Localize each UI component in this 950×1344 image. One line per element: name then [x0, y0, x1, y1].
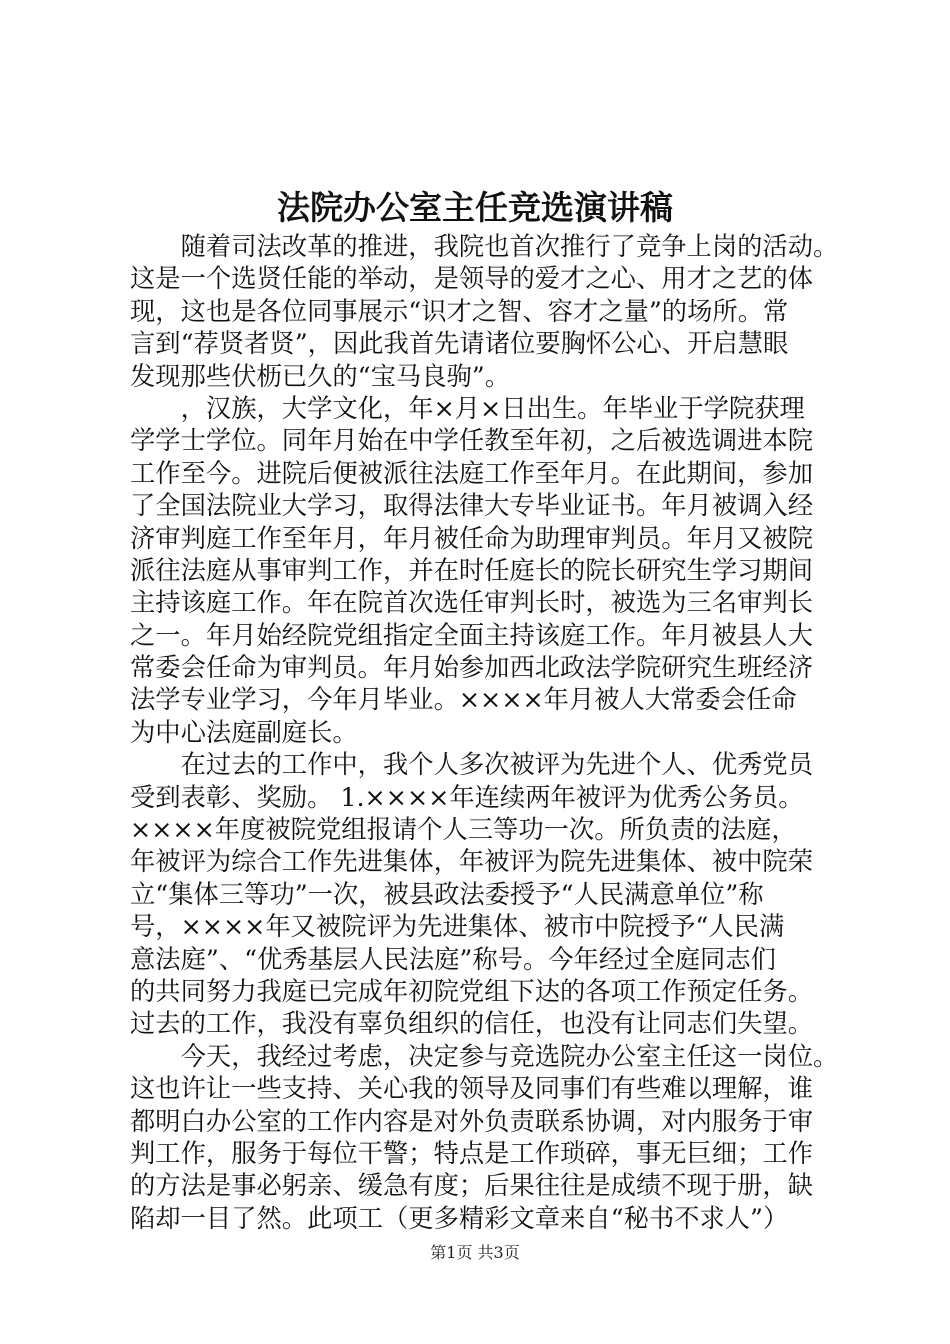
body-line: 主持该庭工作。年在院首次选任审判长时，被选为三名审判长: [130, 588, 814, 618]
body-line: 学学士学位。同年月始在中学任教至年初，之后被选调进本院: [130, 426, 814, 456]
body-line: 了全国法院业大学习，取得法律大专毕业证书。年月被调入经: [130, 491, 814, 521]
body-line: 言到“荐贤者贤”，因此我首先请诸位要胸怀公心、开启慧眼: [130, 329, 789, 359]
page-number: 第1页 共3页: [430, 1243, 520, 1262]
body-line: 今天，我经过考虑，决定参与竞选院办公室主任这一岗位。: [130, 1041, 839, 1071]
body-line: 判工作，服务于每位干警；特点是工作琐碎，事无巨细；工作: [130, 1138, 814, 1168]
body-line: 意法庭”、“优秀基层人民法庭”称号。今年经过全庭同志们: [130, 944, 776, 974]
document-body: [130, 231, 839, 1235]
body-line: ，汉族，大学文化，年×月×日出生。年毕业于学院获理: [130, 393, 805, 423]
document-title: 法院办公室主任竞选演讲稿: [277, 188, 673, 227]
body-line: 这是一个选贤任能的举动，是领导的爱才之心、用才之艺的体: [130, 264, 814, 294]
body-line: ××××年度被院党组报请个人三等功一次。所负责的法庭，: [130, 815, 797, 845]
body-line: 为中心法庭副庭长。: [130, 717, 358, 747]
body-line: 这也许让一些支持、关心我的领导及同事们有些难以理解，谁: [130, 1074, 814, 1104]
body-line: 受到表彰、奖励。 1.××××年连续两年被评为优秀公务员。: [130, 782, 804, 812]
body-line: 的共同努力我庭已完成年初院党组下达的各项工作预定任务。: [130, 976, 814, 1006]
body-line: 年被评为综合工作先进集体，年被评为院先进集体、被中院荣: [130, 847, 814, 877]
body-line: 常委会任命为审判员。年月始参加西北政法学院研究生班经济: [130, 653, 814, 683]
body-line: 发现那些伏枥已久的“宝马良驹”。: [130, 361, 511, 391]
body-line: 济审判庭工作至年月，年月被任命为助理审判员。年月又被院: [130, 523, 814, 553]
body-line: 都明白办公室的工作内容是对外负责联系协调，对内服务于审: [130, 1106, 814, 1136]
body-line: 派往法庭从事审判工作，并在时任庭长的院长研究生学习期间: [130, 555, 814, 585]
body-line: 工作至今。进院后便被派往法庭工作至年月。在此期间，参加: [130, 458, 814, 488]
body-line: 法学专业学习，今年月毕业。××××年月被人大常委会任命: [130, 685, 797, 715]
body-line: 的方法是事必躬亲、缓急有度；后果往往是成绩不现于册，缺: [130, 1171, 814, 1201]
body-line: 陷却一目了然。此项工（更多精彩文章来自“秘书不求人”）: [130, 1203, 789, 1233]
body-line: 号，××××年又被院评为先进集体、被市中院授予“人民满: [130, 912, 785, 942]
body-line: 现，这也是各位同事展示“识才之智、容才之量”的场所。常: [130, 296, 789, 326]
body-line: 过去的工作，我没有辜负组织的信任，也没有让同志们失望。: [130, 1009, 814, 1039]
body-line: 立“集体三等功”一次，被县政法委授予“人民满意单位”称: [130, 879, 764, 909]
body-line: 在过去的工作中，我个人多次被评为先进个人、优秀党员: [130, 750, 814, 780]
body-line: 随着司法改革的推进，我院也首次推行了竞争上岗的活动。: [130, 232, 839, 261]
body-line: 之一。年月始经院党组指定全面主持该庭工作。年月被县人大: [130, 620, 814, 650]
